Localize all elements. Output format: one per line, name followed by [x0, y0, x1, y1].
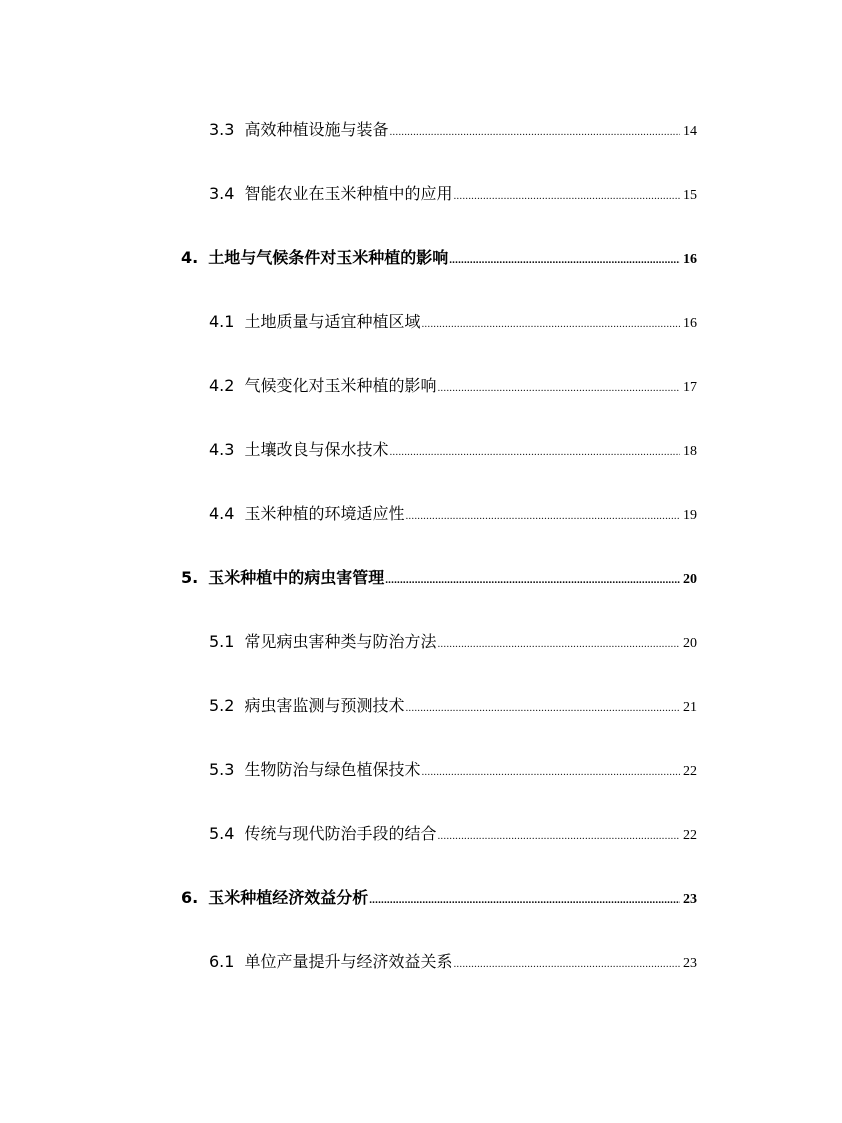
toc-entry-page: 22 [683, 828, 697, 843]
toc-entry-title: 病虫害监测与预测技术 [244, 696, 405, 715]
toc-dot-leader [385, 574, 680, 586]
toc-dot-leader [369, 894, 680, 906]
toc-entry-title: 常见病虫害种类与防治方法 [244, 632, 437, 651]
toc-entry-4-4[interactable] [209, 501, 697, 527]
toc-entry-page: 15 [683, 188, 697, 203]
toc-entry-3-4[interactable] [209, 181, 697, 207]
toc-dot-leader [389, 126, 680, 138]
toc-entry-5-4[interactable] [209, 821, 697, 847]
toc-entry-page: 21 [683, 700, 697, 715]
toc-entry-title: 高效种植设施与装备 [244, 120, 389, 139]
toc-entry-page: 22 [683, 764, 697, 779]
toc-entry-4-3[interactable] [209, 437, 697, 463]
toc-entry-4-2[interactable] [209, 373, 697, 399]
toc-entry-number: 6.1 [209, 952, 235, 971]
toc-dot-leader [437, 830, 680, 842]
toc-entry-4[interactable] [181, 245, 697, 271]
toc-entry-5-3[interactable] [209, 757, 697, 783]
toc-entry-title: 土地与气候条件对玉米种植的影响 [208, 248, 449, 267]
toc-dot-leader [449, 254, 680, 266]
toc-entry-number: 6. [181, 888, 199, 907]
toc-entry-number: 4. [181, 248, 199, 267]
toc-entry-title: 土地质量与适宜种植区域 [244, 312, 421, 331]
toc-entry-number: 3.4 [209, 184, 235, 203]
toc-entry-page: 20 [683, 572, 697, 587]
toc-entry-5-1[interactable] [209, 629, 697, 655]
toc-entry-page: 16 [683, 316, 697, 331]
toc-entry-number: 4.2 [209, 376, 235, 395]
toc-entry-number: 5.1 [209, 632, 235, 651]
toc-entry-5[interactable] [181, 565, 697, 591]
toc-entry-4-1[interactable] [209, 309, 697, 335]
toc-entry-number: 4.1 [209, 312, 235, 331]
toc-entry-title: 气候变化对玉米种植的影响 [244, 376, 437, 395]
toc-entry-number: 5. [181, 568, 199, 587]
toc-entry-page: 17 [683, 380, 697, 395]
toc-entry-title: 玉米种植经济效益分析 [208, 888, 369, 907]
toc-entry-title: 玉米种植中的病虫害管理 [208, 568, 385, 587]
toc-entry-page: 14 [683, 124, 697, 139]
toc-dot-leader [437, 382, 680, 394]
toc-entry-page: 16 [683, 252, 697, 267]
toc-entry-page: 18 [683, 444, 697, 459]
toc-entry-number: 4.4 [209, 504, 235, 523]
toc-entry-number: 5.4 [209, 824, 235, 843]
toc-entry-title: 传统与现代防治手段的结合 [244, 824, 437, 843]
toc-entry-number: 4.3 [209, 440, 235, 459]
toc-entry-page: 23 [683, 892, 697, 907]
toc-entry-6-1[interactable] [209, 949, 697, 975]
toc-dot-leader [421, 318, 680, 330]
toc-entry-3-3[interactable] [209, 117, 697, 143]
toc-dot-leader [421, 766, 680, 778]
toc-entry-title: 单位产量提升与经济效益关系 [244, 952, 453, 971]
toc-entry-5-2[interactable] [209, 693, 697, 719]
toc-entry-page: 23 [683, 956, 697, 971]
toc-dot-leader [405, 510, 680, 522]
toc-entry-number: 3.3 [209, 120, 235, 139]
toc-dot-leader [405, 702, 680, 714]
toc-entry-title: 生物防治与绿色植保技术 [244, 760, 421, 779]
toc-dot-leader [453, 958, 680, 970]
toc-entry-number: 5.3 [209, 760, 235, 779]
toc-entry-title: 智能农业在玉米种植中的应用 [244, 184, 453, 203]
toc-entry-page: 19 [683, 508, 697, 523]
toc-dot-leader [453, 190, 680, 202]
toc-entry-title: 土壤改良与保水技术 [244, 440, 389, 459]
toc-entry-title: 玉米种植的环境适应性 [244, 504, 405, 523]
toc-entry-6[interactable] [181, 885, 697, 911]
toc-entry-number: 5.2 [209, 696, 235, 715]
toc-dot-leader [389, 446, 680, 458]
toc-dot-leader [437, 638, 680, 650]
toc-entry-page: 20 [683, 636, 697, 651]
